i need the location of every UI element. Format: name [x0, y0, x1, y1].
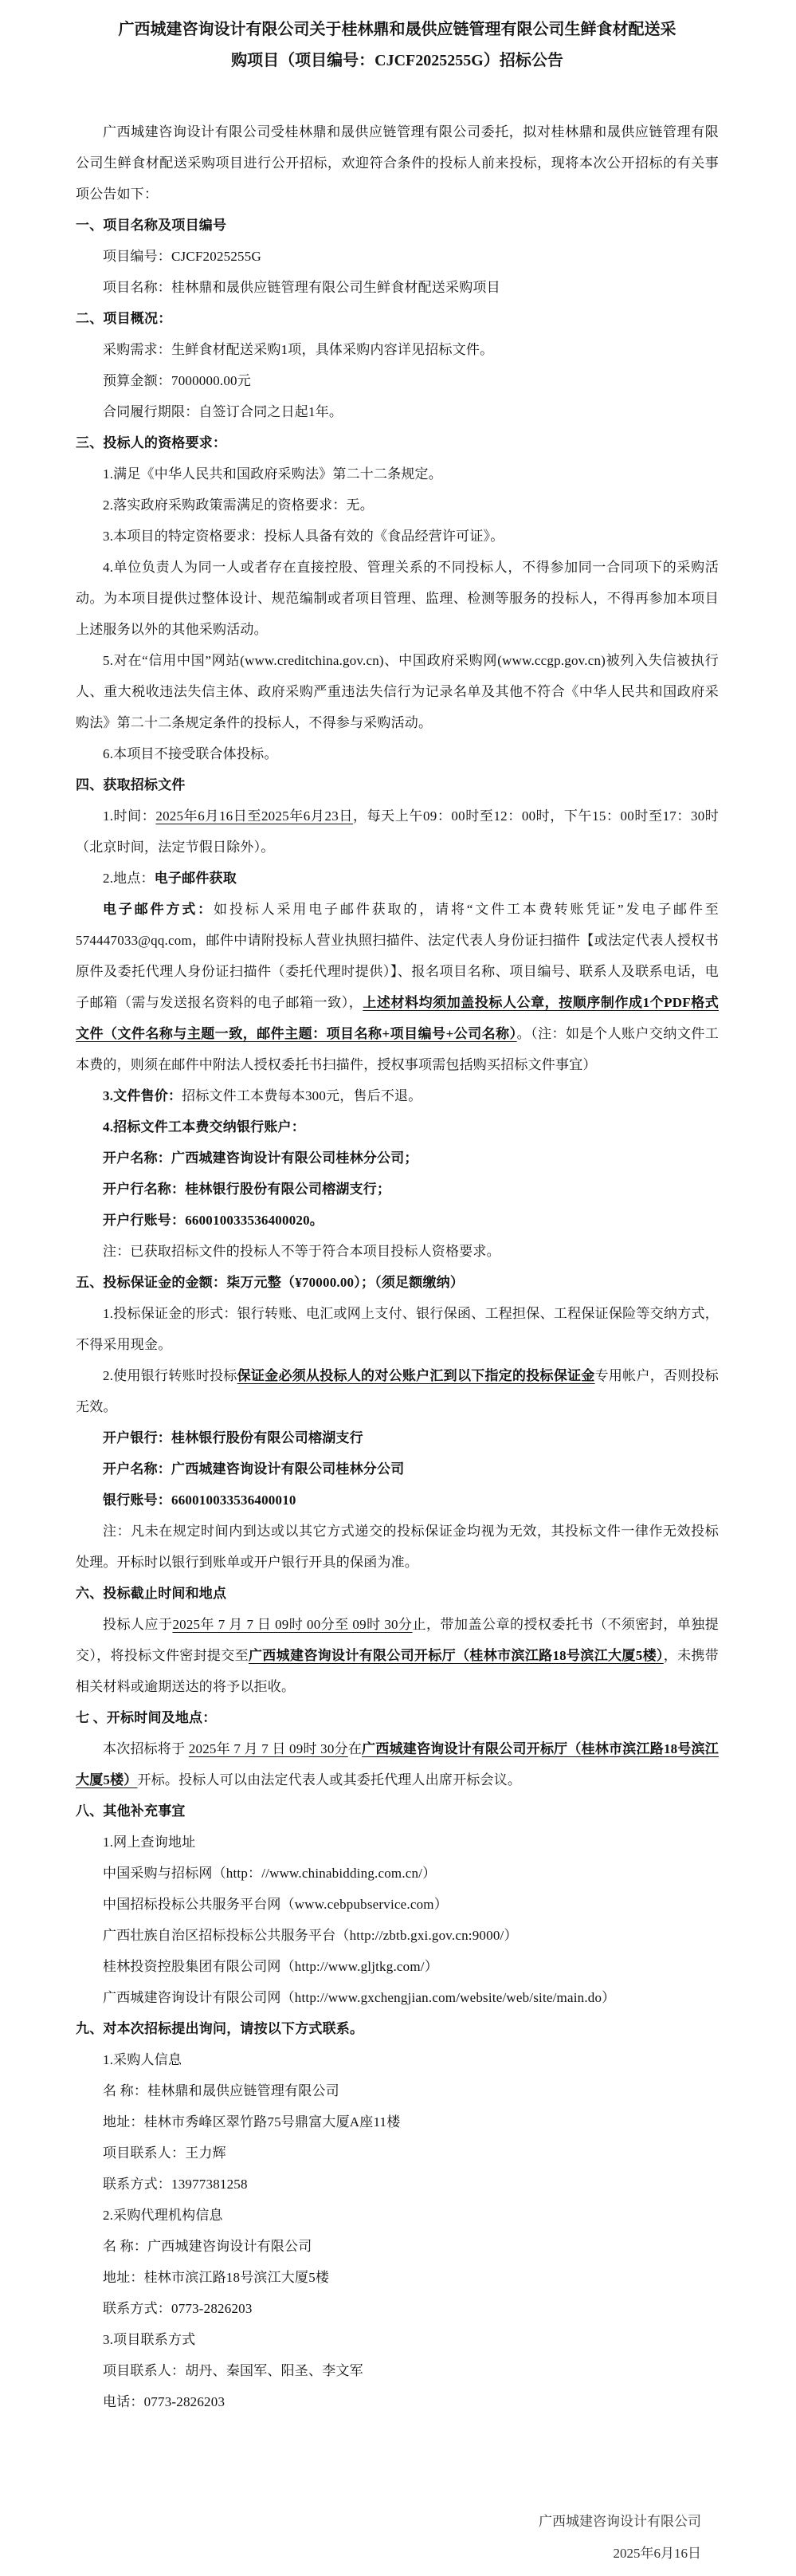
text-run: 1.时间：	[103, 808, 156, 824]
text-run: 名 称：桂林鼎和晟供应链管理有限公司	[103, 2083, 339, 2098]
text-run: 在	[347, 1741, 363, 1756]
text-run: 注：凡未在规定时间内到达或以其它方式递交的投标保证金均视为无效，其投标文件一律作无效投标处理。开标时以银行到账单或开户银行开具的保函为准。	[76, 1524, 719, 1570]
text-run: 4.招标文件工本费交纳银行账户：	[103, 1119, 305, 1135]
doc-paragraph	[76, 894, 719, 1080]
text-run: 八、其他补充事宜	[76, 1803, 186, 1819]
text-run: ，每天上午09：00时至12：00时，下午15：00时至17：30时（北京时间，法定节假日除外）。	[76, 808, 720, 855]
text-run: 1.采购人信息	[103, 2052, 182, 2067]
doc-paragraph	[76, 1516, 719, 1578]
text-run: 4.单位负责人为同一人或者存在直接控股、管理关系的不同投标人，不得参加同一合同项下的采购活动。为本项目提供过整体设计、规范编制或者项目管理、监理、检测等服务的投标人，不得再参加本项目上述服务以外的其他采购活动。	[76, 560, 719, 637]
doc-paragraph	[76, 2355, 719, 2386]
text-run: 地址：桂林市秀峰区翠竹路75号鼎富大厦A座11楼	[103, 2114, 401, 2130]
section-heading	[76, 1795, 719, 1827]
doc-paragraph	[76, 1111, 719, 1142]
section-heading	[76, 210, 719, 241]
text-run: 本次招标将于	[103, 1741, 189, 1756]
text-run: 二、项目概况：	[76, 311, 172, 326]
doc-paragraph	[76, 272, 719, 303]
text-run: 2.落实政府采购政策需满足的资格要求：无。	[103, 498, 374, 513]
doc-paragraph	[76, 738, 719, 769]
doc-paragraph	[76, 2262, 719, 2293]
text-run: 。（注：如是个人账户交纳文件工本费的，则须在邮件中附法人授权委托书扫描件，授权事项需包括购买招标文件事宜）	[76, 1026, 720, 1072]
text-run: 2.地点：	[103, 871, 155, 886]
doc-paragraph	[76, 1236, 719, 1267]
doc-paragraph	[76, 2044, 719, 2075]
text-run: 三、投标人的资格要求：	[76, 435, 227, 450]
text-run: 1.网上查询地址	[103, 1835, 196, 1850]
section-heading	[76, 2013, 719, 2044]
doc-paragraph	[76, 1080, 719, 1111]
text-run: 地址：桂林市滨江路18号滨江大厦5楼	[103, 2270, 330, 2285]
text-run: 采购需求：生鲜食材配送采购1项，具体采购内容详见招标文件。	[103, 342, 494, 357]
section-heading	[76, 769, 719, 800]
doc-paragraph	[76, 1298, 719, 1360]
doc-paragraph	[76, 2231, 719, 2262]
text-run: 七 、开标时间及地点：	[76, 1710, 217, 1725]
doc-paragraph	[76, 2169, 719, 2200]
doc-paragraph	[76, 2386, 719, 2417]
text-run: 2.使用银行转账时投标	[103, 1368, 237, 1383]
doc-paragraph	[76, 1422, 719, 1453]
doc-paragraph	[76, 1982, 719, 2013]
text-run: 中国招标投标公共服务平台网（www.cebpubservice.com）	[103, 1897, 448, 1912]
signature-block	[539, 2506, 701, 2570]
text-run: 广西城建咨询设计有限公司网（http://www.gxchengjian.com/website/web/site/main.do）	[103, 1990, 616, 2005]
text-run: 电子邮件获取	[154, 871, 237, 886]
doc-paragraph	[76, 334, 719, 365]
text-run: 广西城建咨询设计有限公司开标厅（桂林市滨江路18号滨江大厦5楼）	[76, 1741, 720, 1787]
page-title-line: 购项目（项目编号：CJCF2025255G）招标公告	[231, 52, 563, 69]
text-run: 广西壮族自治区招标投标公共服务平台（http://zbtb.gxi.gov.cn:9000/）	[103, 1928, 518, 1943]
text-run: 桂林投资控股集团有限公司网（http://www.gljtkg.com/）	[103, 1959, 438, 1974]
section-heading	[76, 1267, 719, 1298]
doc-paragraph	[76, 1453, 719, 1485]
doc-paragraph	[76, 2200, 719, 2231]
doc-paragraph	[76, 1827, 719, 1858]
doc-paragraph	[76, 490, 719, 521]
doc-paragraph	[76, 2324, 719, 2355]
text-run: 5.对在“信用中国”网站(www.creditchina.gov.cn)、中国政府采购网(www.ccgp.gov.cn)被列入失信被执行人、重大税收违法失信主体、政府采购严重违法失信行为记录名单及其他不符合《中华人民共和国政府采购法》第二十二条规定条件的投标人，不得参与采购活动。	[76, 653, 719, 730]
text-run: 如投标人采用电子邮件获取的，请将“文件工本费转账凭证”发电子邮件至574447033@qq.com，邮件中请附投标人营业执照扫描件、法定代表人身份证扫描件【或法定代表人授权书原件及委托代理人身份证扫描件（委托代理时提供）】、报名项目名称、项目编号、联系人及联系电话，电子邮箱（需与发送报名资料的电子邮箱一致），	[76, 902, 719, 1010]
text-run: 六、投标截止时间和地点	[76, 1586, 227, 1601]
doc-paragraph	[76, 1609, 719, 1702]
text-run: 银行账号：660010033536400010	[103, 1493, 296, 1508]
text-run: 广西城建咨询设计有限公司开标厅（桂林市滨江路18号滨江大厦5楼）	[248, 1648, 664, 1663]
text-run: 2025年 7 月 7 日 09时 30分	[188, 1741, 348, 1756]
doc-paragraph	[76, 2075, 719, 2106]
doc-paragraph	[76, 241, 719, 272]
text-run: 联系方式：0773-2826203	[103, 2301, 253, 2316]
doc-paragraph	[76, 2106, 719, 2137]
doc-paragraph	[76, 1951, 719, 1982]
text-run: 专用帐户，否则投标无效。	[76, 1368, 719, 1414]
text-run: 预算金额：7000000.00元	[103, 373, 251, 388]
text-run: 开户名称：广西城建咨询设计有限公司桂林分公司	[103, 1461, 405, 1477]
text-run: （须足额缴纳）	[374, 1275, 465, 1290]
doc-paragraph	[76, 645, 719, 738]
text-run: 2025年6月16日至2025年6月23日	[155, 808, 353, 824]
section-heading	[76, 1578, 719, 1609]
text-run: 四、获取招标文件	[76, 777, 186, 792]
doc-paragraph	[76, 458, 719, 490]
text-run: 项目联系人：胡丹、秦国军、阳圣、李文军	[103, 2363, 363, 2378]
text-run: 中国采购与招标网（http：//www.chinabidding.com.cn/）	[103, 1866, 437, 1881]
doc-paragraph	[76, 1733, 719, 1795]
text-run: 6.本项目不接受联合体投标。	[103, 746, 278, 761]
text-run: 保证金必须从投标人的对公账户汇到以下指定的投标保证金	[237, 1368, 595, 1383]
text-run: 投标人应于	[103, 1617, 173, 1632]
doc-paragraph	[76, 396, 719, 427]
doc-paragraph	[76, 1205, 719, 1236]
document-body	[76, 116, 719, 2417]
doc-paragraph	[76, 800, 719, 863]
text-run: 上述材料均须加盖投标人公章，按顺序制作成1个PDF格式文件（文件名称与主题一致，邮件主题：项目名称+项目编号+公司名称）	[76, 995, 719, 1041]
text-run: 注：已获取招标文件的投标人不等于符合本项目投标人资格要求。	[103, 1244, 500, 1259]
text-run: 广西城建咨询设计有限公司受桂林鼎和晟供应链管理有限公司委托，拟对桂林鼎和晟供应链管理有限公司生鲜食材配送采购项目进行公开招标，欢迎符合条件的投标人前来投标，现将本次公开招标的有关事项公告如下：	[76, 124, 719, 202]
text-run: 3.本项目的特定资格要求：投标人具备有效的《食品经营许可证》。	[103, 529, 504, 544]
text-run: 开户行名称：桂林银行股份有限公司榕湖支行；	[103, 1182, 391, 1197]
text-run: 3.项目联系方式	[103, 2332, 196, 2347]
signature-company: 广西城建咨询设计有限公司	[539, 2514, 701, 2529]
text-run: 项目编号：CJCF2025255G	[103, 249, 261, 264]
text-run: 2025年 7 月 7 日 09时 00分至 09时 30分	[172, 1617, 413, 1632]
text-run: 一、项目名称及项目编号	[76, 218, 227, 233]
text-run: 开户名称：广西城建咨询设计有限公司桂林分公司；	[103, 1150, 418, 1166]
text-run: 九、对本次招标提出询问，请按以下方式联系。	[76, 2021, 364, 2036]
doc-paragraph	[76, 365, 719, 396]
text-run: 1.投标保证金的形式：银行转账、电汇或网上支付、银行保函、工程担保、工程保证保险等交纳方式，不得采用现金。	[76, 1306, 719, 1352]
doc-paragraph	[76, 1174, 719, 1205]
page-title-line: 广西城建咨询设计有限公司关于桂林鼎和晟供应链管理有限公司生鲜食材配送采	[118, 21, 676, 38]
doc-paragraph	[76, 521, 719, 552]
text-run: 合同履行期限：自签订合同之日起1年。	[103, 404, 343, 419]
text-run: 电话：0773-2826203	[103, 2394, 225, 2409]
text-run: 项目联系人：王力辉	[103, 2145, 226, 2161]
doc-paragraph	[76, 1920, 719, 1951]
text-run: 联系方式：13977381258	[103, 2177, 248, 2192]
doc-paragraph	[76, 2293, 719, 2324]
doc-paragraph	[76, 116, 719, 210]
section-heading	[76, 427, 719, 458]
signature-date: 2025年6月16日	[613, 2546, 701, 2561]
text-run: 开户行账号：660010033536400020。	[103, 1213, 323, 1228]
doc-paragraph	[76, 1485, 719, 1516]
text-run: 五、投标保证金的金额：柒万元整（¥70000.00）；	[76, 1275, 375, 1290]
section-heading	[76, 303, 719, 334]
doc-paragraph	[76, 1360, 719, 1422]
text-run: 2.采购代理机构信息	[103, 2208, 223, 2223]
text-run: 止，带加盖公章的授权委托书（不须密封，单独提交），将投标文件密封提交至	[76, 1617, 720, 1663]
section-heading	[76, 1702, 719, 1733]
text-run: 开户银行：桂林银行股份有限公司榕湖支行	[103, 1430, 363, 1445]
doc-paragraph	[76, 552, 719, 645]
doc-paragraph	[76, 1889, 719, 1920]
text-run: 项目名称：桂林鼎和晟供应链管理有限公司生鲜食材配送采购项目	[103, 280, 500, 295]
doc-paragraph	[76, 1858, 719, 1889]
text-run: 开标。投标人可以由法定代表人或其委托代理人出席开标会议。	[137, 1772, 522, 1787]
text-run: 名 称：广西城建咨询设计有限公司	[103, 2239, 312, 2254]
page-title	[76, 14, 719, 77]
doc-paragraph	[76, 1142, 719, 1174]
doc-paragraph	[76, 2137, 719, 2169]
text-run: 电子邮件方式：	[103, 902, 214, 917]
text-run: 1.满足《中华人民共和国政府采购法》第二十二条规定。	[103, 466, 442, 482]
text-run: 招标文件工本费每本300元，售后不退。	[182, 1088, 422, 1103]
text-run: ，未携带相关材料或逾期送达的将予以拒收。	[76, 1648, 719, 1694]
text-run: 3.文件售价：	[103, 1088, 182, 1103]
doc-paragraph	[76, 863, 719, 894]
